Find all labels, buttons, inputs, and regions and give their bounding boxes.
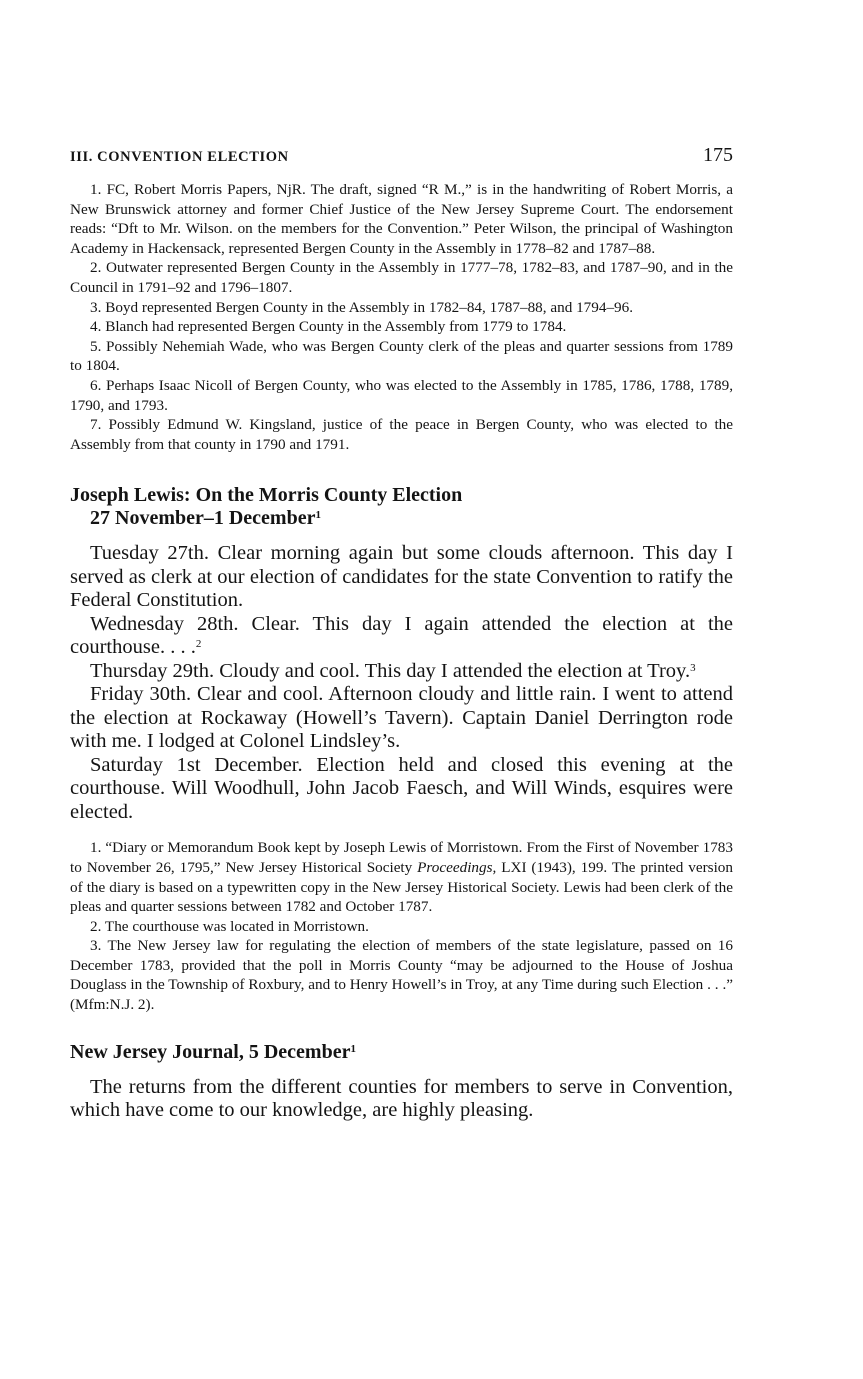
footnote: 2. The courthouse was located in Morristown. [90, 917, 369, 935]
footnote: 6. Perhaps Isaac Nicoll of Bergen County, who was elected to the Assembly in 1785, 1786, 1788, 1789, 1790, and 1793. [70, 376, 733, 414]
footnote-ref: 3 [690, 661, 696, 674]
section-lewis-diary [70, 484, 733, 1014]
footnotes-section1 [70, 838, 733, 1014]
section-heading [70, 484, 733, 530]
footnote: 7. Possibly Edmund W. Kingsland, justice of the peace in Bergen County, who was elected to the Assembly from that county in 1790 and 1791. [70, 416, 733, 453]
footnotes-top [70, 180, 733, 454]
diary-entry: Wednesday 28th. Clear. This day I again attended the election at the courthouse. . . .$^2$ [70, 612, 733, 659]
footnote: 3. Boyd represented Bergen County in the Assembly in 1782–84, 1787–88, and 1794–96. [90, 298, 634, 316]
running-head-title: III. CONVENTION ELECTION [70, 149, 289, 165]
diary-entries [70, 542, 733, 824]
section-heading-line2: 27 November–1 December$^1$ [90, 507, 321, 530]
diary-entry: Saturday 1st December. Election held and closed this evening at the courthouse. Will Woodhull, John Jacob Faesch, and Will Winds, esquires were elected. [70, 753, 733, 823]
page-number: 175 [703, 144, 733, 166]
section-heading-line1: Joseph Lewis: On the Morris County Election [70, 484, 463, 507]
section-new-jersey-journal [70, 1041, 733, 1123]
running-head [70, 144, 733, 174]
footnote: 4. Blanch had represented Bergen County in the Assembly from 1779 to 1784. [90, 318, 567, 336]
diary-entry: Tuesday 27th. Clear morning again but some clouds afternoon. This day I served as clerk at our election of candidates for the state Convention to ratify the Federal Constitution. [70, 542, 733, 612]
footnote: 1. “Diary or Memorandum Book kept by Joseph Lewis of Morristown. From the First of November 1783 to November 26, 1795,” New Jersey Historical Society Proceedings, LXI (1943), 199. The printed version of the diary is based on a typewritten copy in the New Jersey Historical Society. Lewis had been clerk of the pleas and quarter sessions between 1782 and October 1787. [70, 839, 733, 916]
footnote: 5. Possibly Nehemiah Wade, who was Bergen County clerk of the pleas and quarter sessions from 1789 to 1804. [70, 337, 733, 375]
diary-entry: Friday 30th. Clear and cool. Afternoon cloudy and little rain. I went to attend the election at Rockaway (Howell’s Tavern). Captain Daniel Derrington rode with me. I lodged at Colonel Lindsley’s. [70, 683, 733, 753]
footnote-ref: 1 [315, 509, 321, 522]
section-heading: New Jersey Journal, 5 December$^1$ [70, 1040, 356, 1063]
footnote: 1. FC, Robert Morris Papers, NjR. The draft, signed “R M.,” is in the handwriting of Robert Morris, a New Brunswick attorney and former Chief Justice of the New Jersey Supreme Court. The endorsement reads: “Dft to Mr. Wilson. on the members for the Convention.” Peter Wilson, the principal of Washington Academy in Hackensack, represented Bergen County in the Assembly in 1778–82 and 1787–88. [70, 181, 733, 257]
footnote: 2. Outwater represented Bergen County in the Assembly in 1777–78, 1782–83, and 1787–90, and in the Council in 1791–92 and 1796–1807. [70, 259, 733, 296]
footnote: 3. The New Jersey law for regulating the election of members of the state legislature, passed on 16 December 1783, provided that the poll in Morris County “may be adjourned to the House of Joshua Douglass in the Township of Roxbury, and to Henry Howell’s in Troy, at any Time during such Election . . .” (Mfm:N.J. 2). [70, 937, 733, 1014]
footnote-ref: 1 [350, 1042, 356, 1055]
footnote-ref: 2 [195, 638, 202, 651]
body-paragraph: The returns from the different counties for members to serve in Convention, which have come to our knowledge, are highly pleasing. [70, 1075, 733, 1122]
diary-entry: Thursday 29th. Cloudy and cool. This day I attended the election at Troy.$^3$ [90, 659, 696, 682]
page [70, 144, 733, 1123]
